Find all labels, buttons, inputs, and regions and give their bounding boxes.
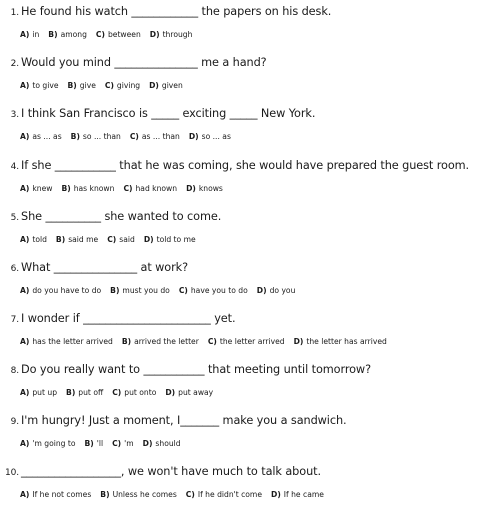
option-letter: A) [20, 235, 30, 244]
answer-option[interactable] [20, 284, 101, 298]
option-text: If he didn't come [197, 490, 263, 499]
option-text: in [32, 30, 40, 39]
answer-option[interactable] [144, 233, 196, 247]
option-letter: C) [104, 81, 114, 90]
answer-option[interactable] [149, 79, 183, 93]
option-text: 'm [124, 439, 134, 448]
option-letter: C) [123, 184, 133, 193]
question-number: 4. [10, 162, 19, 172]
answer-option[interactable] [85, 437, 104, 451]
option-letter: C) [178, 286, 188, 295]
option-letter: A) [20, 337, 30, 346]
answer-option[interactable] [112, 386, 156, 400]
question-text: What _______________ at work? [21, 261, 188, 274]
answer-option[interactable] [150, 28, 193, 42]
option-letter: D) [188, 132, 199, 141]
option-letter: C) [207, 337, 217, 346]
option-text: so ... than [82, 132, 121, 141]
question-number: 6. [10, 264, 19, 274]
answer-option[interactable] [143, 437, 181, 451]
answer-option[interactable] [110, 284, 170, 298]
option-letter: D) [271, 490, 281, 499]
question-number: 8. [10, 366, 19, 376]
option-text: giving [116, 81, 141, 90]
option-text: knew [32, 184, 53, 193]
answer-option[interactable] [48, 28, 87, 42]
answer-option[interactable] [20, 182, 52, 196]
option-letter: A) [20, 388, 30, 397]
answer-option[interactable] [165, 386, 213, 400]
option-text: put off [78, 388, 104, 397]
option-text: 'm going to [32, 439, 76, 448]
answer-option[interactable] [20, 233, 47, 247]
question-number: 9. [10, 417, 19, 427]
option-letter: D) [165, 388, 176, 397]
question-item [0, 310, 478, 360]
answer-option[interactable] [71, 130, 121, 144]
answer-options [20, 386, 222, 400]
option-letter: B) [55, 235, 66, 244]
option-letter: D) [256, 286, 267, 295]
question-number: 10. [4, 468, 19, 478]
option-text: through [162, 30, 193, 39]
answer-option[interactable] [105, 79, 140, 93]
answer-option[interactable] [68, 79, 96, 93]
option-letter: D) [142, 439, 153, 448]
option-text: to give [32, 81, 59, 90]
option-letter: B) [110, 286, 120, 295]
option-text: put up [32, 388, 58, 397]
question-text: If she ___________ that he was coming, she would have prepared the guest room. [21, 159, 470, 172]
question-text: I think San Francisco is _____ exciting _____ New York. [21, 107, 316, 120]
answer-option[interactable] [56, 233, 98, 247]
option-letter: B) [67, 81, 77, 90]
answer-option[interactable] [130, 130, 180, 144]
answer-options [20, 79, 192, 93]
question-text: __________________, we won't have much to talk about. [21, 465, 321, 478]
answer-option[interactable] [20, 386, 57, 400]
option-text: If he not comes [32, 490, 92, 499]
question-item [0, 54, 478, 104]
option-letter: C) [112, 388, 122, 397]
answer-option[interactable] [20, 79, 59, 93]
answer-option[interactable] [66, 386, 103, 400]
question-line [0, 3, 331, 21]
option-letter: B) [121, 337, 132, 346]
question-number: 7. [10, 315, 19, 325]
option-text: 'll [96, 439, 104, 448]
option-letter: D) [149, 30, 160, 39]
answer-option[interactable] [96, 28, 141, 42]
option-letter: B) [100, 490, 110, 499]
option-text: had known [135, 184, 178, 193]
option-text: told [32, 235, 47, 244]
answer-option[interactable] [294, 335, 387, 349]
question-line [0, 310, 235, 328]
answer-options [20, 28, 201, 42]
option-text: should [155, 439, 181, 448]
question-line [0, 157, 469, 175]
question-item [0, 412, 478, 462]
question-item [0, 3, 478, 53]
option-text: the letter arrived [219, 337, 285, 346]
answer-option[interactable] [189, 130, 231, 144]
question-number: 5. [10, 213, 19, 223]
option-text: as ... than [141, 132, 180, 141]
option-letter: A) [20, 286, 30, 295]
question-text: She __________ she wanted to come. [21, 210, 222, 223]
option-text: do you have to do [32, 286, 102, 295]
question-item [0, 105, 478, 155]
question-item [0, 208, 478, 258]
answer-option[interactable] [20, 28, 39, 42]
answer-options [20, 284, 304, 298]
option-letter: C) [107, 235, 117, 244]
option-text: If he came [283, 490, 324, 499]
option-text: Unless he comes [112, 490, 177, 499]
option-text: must you do [122, 286, 170, 295]
option-text: told to me [156, 235, 196, 244]
answer-option[interactable] [179, 284, 248, 298]
option-letter: A) [20, 132, 30, 141]
option-letter: D) [143, 235, 154, 244]
question-text: He found his watch ____________ the papers on his desk. [21, 5, 332, 18]
question-text: Do you really want to ___________ that meeting until tomorrow? [21, 363, 371, 376]
question-line [0, 208, 221, 226]
option-text: have you to do [190, 286, 248, 295]
question-line [0, 105, 315, 123]
question-line [0, 259, 188, 277]
option-letter: C) [185, 490, 195, 499]
question-line [0, 412, 347, 430]
option-text: said [119, 235, 135, 244]
option-letter: C) [112, 439, 122, 448]
option-text: has known [73, 184, 115, 193]
option-letter: B) [61, 184, 71, 193]
answer-options [20, 437, 190, 451]
option-letter: A) [20, 184, 30, 193]
option-letter: A) [20, 490, 30, 499]
option-text: the letter has arrived [306, 337, 387, 346]
option-text: among [60, 30, 87, 39]
option-letter: B) [66, 388, 76, 397]
question-line [0, 463, 321, 481]
answer-option[interactable] [20, 437, 76, 451]
answer-option[interactable] [20, 130, 62, 144]
option-letter: D) [293, 337, 304, 346]
question-number: 3. [10, 110, 19, 120]
option-text: said me [68, 235, 99, 244]
answer-option[interactable] [61, 182, 114, 196]
option-letter: B) [70, 132, 80, 141]
question-line [0, 361, 371, 379]
answer-option[interactable] [122, 335, 199, 349]
option-text: between [107, 30, 141, 39]
question-line [0, 54, 267, 72]
answer-option[interactable] [123, 182, 177, 196]
option-letter: D) [149, 81, 159, 90]
question-item [0, 463, 478, 513]
question-item [0, 157, 478, 207]
option-text: arrived the letter [134, 337, 199, 346]
option-text: do you [269, 286, 296, 295]
option-letter: C) [95, 30, 105, 39]
answer-options [20, 182, 232, 196]
answer-options [20, 335, 396, 349]
option-letter: A) [20, 30, 30, 39]
answer-option[interactable] [257, 284, 296, 298]
answer-option[interactable] [208, 335, 285, 349]
option-text: put onto [124, 388, 157, 397]
option-text: as ... as [32, 132, 62, 141]
question-text: Would you mind _______________ me a hand? [21, 56, 267, 69]
question-text: I'm hungry! Just a moment, I_______ make you a sandwich. [21, 414, 347, 427]
option-letter: A) [20, 81, 30, 90]
option-text: knows [198, 184, 223, 193]
option-letter: B) [84, 439, 94, 448]
question-item [0, 259, 478, 309]
option-text: has the letter arrived [32, 337, 113, 346]
question-text: I wonder if _______________________ yet. [21, 312, 236, 325]
question-number: 1. [10, 8, 19, 18]
answer-options [20, 130, 240, 144]
option-text: put away [178, 388, 214, 397]
option-letter: A) [20, 439, 30, 448]
option-text: so ... as [201, 132, 231, 141]
option-letter: D) [186, 184, 196, 193]
option-letter: C) [129, 132, 139, 141]
question-number: 2. [10, 59, 19, 69]
option-text: give [79, 81, 96, 90]
answer-option[interactable] [20, 335, 113, 349]
answer-option[interactable] [107, 233, 135, 247]
answer-option[interactable] [112, 437, 134, 451]
option-text: given [161, 81, 183, 90]
question-item [0, 361, 478, 411]
answer-options [20, 233, 205, 247]
option-letter: B) [48, 30, 58, 39]
answer-option[interactable] [186, 182, 223, 196]
